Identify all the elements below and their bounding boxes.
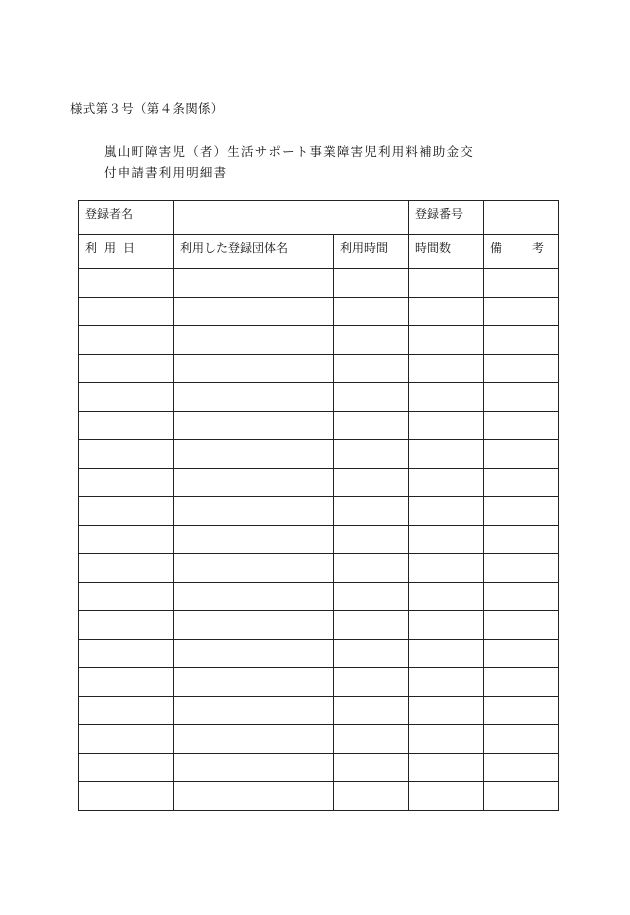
cell-value [79,526,173,530]
header-remarks-right: 考 [531,241,544,255]
org-field[interactable] [174,383,334,412]
registration-no-label: 登録番号 [415,207,464,221]
hours-field[interactable] [409,297,484,326]
date-field[interactable] [79,468,174,497]
table-row [79,582,559,611]
cell-value [79,640,173,644]
cell-value [334,754,408,758]
table-row [79,554,559,583]
time-field[interactable] [334,269,409,298]
org-field[interactable] [174,497,334,526]
cell-value [409,440,483,444]
registrant-name-value [174,201,408,205]
cell-value [79,469,173,473]
cell-value [79,355,173,359]
cell-value [409,697,483,701]
time-field[interactable] [334,411,409,440]
table-row [79,696,559,725]
title-line-2: 付申請書利用明細書 [104,165,228,180]
date-field[interactable] [79,497,174,526]
hours-field[interactable] [409,668,484,697]
cell-value [79,412,173,416]
time-field[interactable] [334,497,409,526]
remarks-field[interactable] [484,611,559,640]
cell-value [484,725,558,729]
cell-value [484,469,558,473]
date-field[interactable] [79,554,174,583]
table-row [79,411,559,440]
org-field[interactable] [174,554,334,583]
time-field[interactable] [334,753,409,782]
org-field[interactable] [174,611,334,640]
registrant-name-field[interactable] [174,201,409,235]
cell-value [174,298,333,302]
cell-value [484,697,558,701]
cell-value [409,526,483,530]
cell-value [174,412,333,416]
cell-value [484,298,558,302]
cell-value [409,326,483,330]
header-org-cell [174,235,334,269]
cell-value [484,355,558,359]
hours-field[interactable] [409,326,484,355]
remarks-field[interactable] [484,269,559,298]
org-field[interactable] [174,753,334,782]
table-row [79,497,559,526]
cell-value [79,754,173,758]
time-field[interactable] [334,525,409,554]
table-row [79,440,559,469]
remarks-field[interactable] [484,497,559,526]
remarks-field[interactable] [484,297,559,326]
org-field[interactable] [174,696,334,725]
cell-value [484,497,558,501]
cell-value [334,497,408,501]
title-line-1: 嵐山町障害児（者）生活サポート事業障害児利用料補助金交 [104,144,474,159]
org-field[interactable] [174,354,334,383]
table-row [79,525,559,554]
org-field[interactable] [174,782,334,811]
cell-value [409,725,483,729]
date-field[interactable] [79,411,174,440]
date-field[interactable] [79,725,174,754]
cell-value [409,668,483,672]
header-time-cell [334,235,409,269]
form-number: 様式第３号（第４条関係） [70,101,224,116]
cell-value [174,355,333,359]
org-field[interactable] [174,582,334,611]
cell-value [409,640,483,644]
org-field[interactable] [174,639,334,668]
cell-value [484,754,558,758]
time-field[interactable] [334,326,409,355]
cell-value [409,554,483,558]
remarks-field[interactable] [484,440,559,469]
cell-value [409,583,483,587]
hours-field[interactable] [409,611,484,640]
cell-value [409,269,483,273]
cell-value [484,440,558,444]
cell-value [334,355,408,359]
time-field[interactable] [334,468,409,497]
cell-value [484,269,558,273]
org-field[interactable] [174,468,334,497]
table-row [79,326,559,355]
header-remarks [484,235,558,256]
cell-value [174,611,333,615]
hours-field[interactable] [409,782,484,811]
org-field[interactable] [174,668,334,697]
table-row [79,611,559,640]
cell-value [334,412,408,416]
hours-field[interactable] [409,354,484,383]
hours-field[interactable] [409,525,484,554]
date-field[interactable] [79,782,174,811]
date-field[interactable] [79,696,174,725]
cell-value [484,526,558,530]
cell-value [334,583,408,587]
time-field[interactable] [334,696,409,725]
cell-value [409,412,483,416]
date-field[interactable] [79,297,174,326]
table-row [79,725,559,754]
cell-value [409,754,483,758]
cell-value [174,326,333,330]
cell-value [174,383,333,387]
registration-no-field[interactable] [484,201,559,235]
org-field[interactable] [174,297,334,326]
cell-value [409,383,483,387]
date-field[interactable] [79,582,174,611]
cell-value [484,782,558,786]
registration-no-label-cell [409,201,484,235]
cell-value [174,526,333,530]
remarks-field[interactable] [484,668,559,697]
cell-value [409,469,483,473]
registration-no-value [484,201,558,205]
cell-value [79,782,173,786]
time-field[interactable] [334,725,409,754]
cell-value [79,668,173,672]
remarks-field[interactable] [484,468,559,497]
cell-value [484,383,558,387]
remarks-field[interactable] [484,696,559,725]
cell-value [174,469,333,473]
cell-value [409,355,483,359]
table-row [79,753,559,782]
date-field[interactable] [79,753,174,782]
header-remarks-left: 備 [490,241,503,255]
remarks-field[interactable] [484,383,559,412]
cell-value [334,383,408,387]
cell-value [334,269,408,273]
cell-value [174,725,333,729]
time-field[interactable] [334,440,409,469]
table-row [79,383,559,412]
cell-value [174,583,333,587]
remarks-field[interactable] [484,326,559,355]
cell-value [334,640,408,644]
table-row [79,468,559,497]
cell-value [409,497,483,501]
date-field[interactable] [79,611,174,640]
table-row [79,782,559,811]
cell-value [484,554,558,558]
date-field[interactable] [79,354,174,383]
cell-value [79,497,173,501]
header-date-cell [79,235,174,269]
cell-value [174,668,333,672]
table-row [79,354,559,383]
cell-value [79,440,173,444]
cell-value [174,754,333,758]
cell-value [409,298,483,302]
hours-field[interactable] [409,554,484,583]
remarks-field[interactable] [484,782,559,811]
cell-value [484,583,558,587]
registrant-label-cell [79,201,174,235]
remarks-field[interactable] [484,411,559,440]
time-field[interactable] [334,611,409,640]
cell-value [484,611,558,615]
cell-value [334,611,408,615]
cell-value [79,725,173,729]
header-remarks-cell [484,235,559,269]
org-field[interactable] [174,326,334,355]
cell-value [334,697,408,701]
header-hours-cell [409,235,484,269]
cell-value [334,326,408,330]
hours-field[interactable] [409,639,484,668]
column-header-row [79,235,559,269]
registrant-label: 登録者名 [85,207,134,221]
cell-value [174,697,333,701]
remarks-field[interactable] [484,639,559,668]
document-title [104,141,524,183]
date-field[interactable] [79,440,174,469]
cell-value [334,554,408,558]
org-field[interactable] [174,269,334,298]
hours-field[interactable] [409,753,484,782]
remarks-field[interactable] [484,725,559,754]
org-field[interactable] [174,411,334,440]
cell-value [334,469,408,473]
cell-value [484,640,558,644]
org-field[interactable] [174,525,334,554]
cell-value [334,668,408,672]
hours-field[interactable] [409,383,484,412]
cell-value [174,640,333,644]
date-field[interactable] [79,668,174,697]
cell-value [174,269,333,273]
remarks-field[interactable] [484,354,559,383]
table-row [79,668,559,697]
cell-value [79,583,173,587]
header-date: 利用日 [85,241,143,255]
cell-value [484,412,558,416]
cell-value [79,697,173,701]
hours-field[interactable] [409,725,484,754]
cell-value [79,554,173,558]
org-field[interactable] [174,725,334,754]
hours-field[interactable] [409,468,484,497]
table-row [79,269,559,298]
cell-value [484,668,558,672]
cell-value [409,782,483,786]
time-field[interactable] [334,639,409,668]
cell-value [79,611,173,615]
cell-value [174,497,333,501]
cell-value [409,611,483,615]
cell-value [334,440,408,444]
cell-value [79,383,173,387]
time-field[interactable] [334,582,409,611]
remarks-field[interactable] [484,554,559,583]
hours-field[interactable] [409,440,484,469]
cell-value [79,326,173,330]
time-field[interactable] [334,668,409,697]
header-hours: 時間数 [415,241,452,255]
date-field[interactable] [79,383,174,412]
time-field[interactable] [334,782,409,811]
hours-field[interactable] [409,269,484,298]
cell-value [174,554,333,558]
usage-detail-table [78,200,559,811]
date-field[interactable] [79,269,174,298]
cell-value [334,298,408,302]
remarks-field[interactable] [484,525,559,554]
cell-value [174,440,333,444]
cell-value [484,326,558,330]
remarks-field[interactable] [484,582,559,611]
cell-value [174,782,333,786]
hours-field[interactable] [409,696,484,725]
remarks-field[interactable] [484,753,559,782]
hours-field[interactable] [409,411,484,440]
date-field[interactable] [79,525,174,554]
cell-value [334,725,408,729]
cell-value [79,269,173,273]
time-field[interactable] [334,297,409,326]
registrant-row [79,201,559,235]
hours-field[interactable] [409,582,484,611]
table-row [79,639,559,668]
org-field[interactable] [174,440,334,469]
table-row [79,297,559,326]
header-org: 利用した登録団体名 [180,241,289,255]
date-field[interactable] [79,639,174,668]
header-time: 利用時間 [340,241,389,255]
cell-value [334,526,408,530]
time-field[interactable] [334,354,409,383]
time-field[interactable] [334,554,409,583]
time-field[interactable] [334,383,409,412]
date-field[interactable] [79,326,174,355]
cell-value [334,782,408,786]
cell-value [79,298,173,302]
hours-field[interactable] [409,497,484,526]
